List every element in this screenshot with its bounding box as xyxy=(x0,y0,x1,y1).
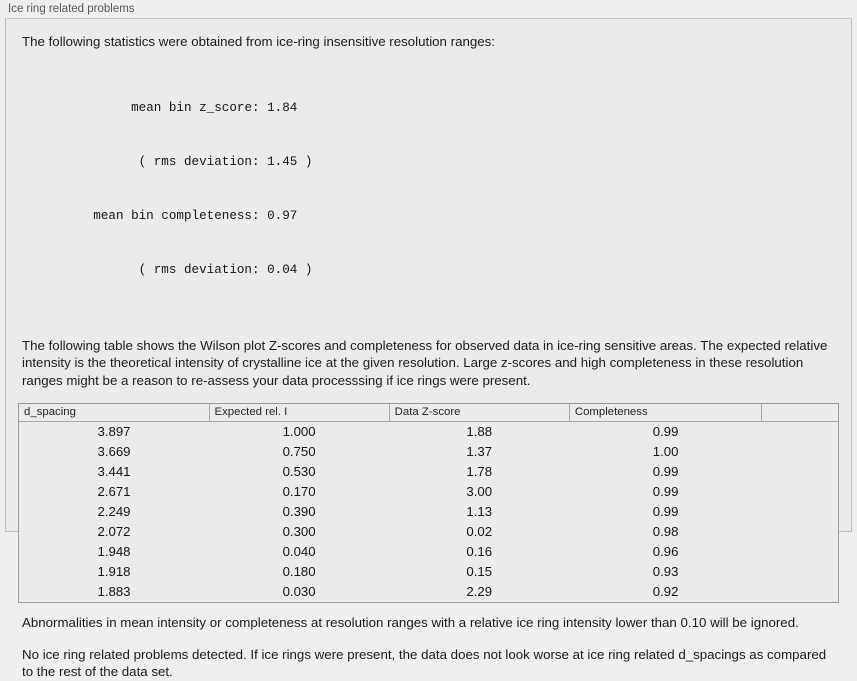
statistics-value: : 0.97 xyxy=(252,208,298,223)
cell-completeness: 0.92 xyxy=(569,582,761,602)
ignore-note: Abnormalities in mean intensity or completeness at resolution ranges with a relative ice ring intensity lower than 0.10 will be ignored. xyxy=(22,615,799,631)
cell-data-z-score: 3.00 xyxy=(389,482,569,502)
cell-expected-rel-i: 0.170 xyxy=(209,482,389,502)
column-header-completeness[interactable]: Completeness xyxy=(569,404,761,422)
cell-d-spacing: 2.671 xyxy=(19,482,209,502)
cell-d-spacing: 1.883 xyxy=(19,582,209,602)
table-row[interactable] xyxy=(19,502,838,522)
cell-completeness: 0.99 xyxy=(569,462,761,482)
cell-expected-rel-i: 0.390 xyxy=(209,502,389,522)
statistics-label: ( rms deviation xyxy=(138,262,252,277)
cell-completeness: 0.98 xyxy=(569,522,761,542)
table-row[interactable] xyxy=(19,522,838,542)
cell-data-z-score: 1.78 xyxy=(389,462,569,482)
table-row[interactable] xyxy=(19,422,838,443)
cell-data-z-score: 2.29 xyxy=(389,582,569,602)
cell-completeness: 1.00 xyxy=(569,442,761,462)
statistics-value: : 1.84 xyxy=(252,100,298,115)
cell-expected-rel-i: 0.300 xyxy=(209,522,389,542)
cell-completeness: 0.93 xyxy=(569,562,761,582)
window-title-bar xyxy=(0,0,857,18)
cell-expected-rel-i: 1.000 xyxy=(209,422,389,443)
ice-ring-table-container xyxy=(18,403,839,603)
cell-d-spacing: 2.072 xyxy=(19,522,209,542)
statistics-value: : 1.45 ) xyxy=(252,154,313,169)
cell-data-z-score: 0.15 xyxy=(389,562,569,582)
cell-completeness: 0.99 xyxy=(569,502,761,522)
cell-completeness: 0.96 xyxy=(569,542,761,562)
table-row[interactable] xyxy=(19,562,838,582)
cell-data-z-score: 1.37 xyxy=(389,442,569,462)
cell-data-z-score: 1.13 xyxy=(389,502,569,522)
cell-d-spacing: 3.441 xyxy=(19,462,209,482)
column-header-expected-rel-i[interactable]: Expected rel. I xyxy=(209,404,389,422)
statistics-value: : 0.04 ) xyxy=(252,262,313,277)
ice-ring-table xyxy=(19,404,838,602)
column-header-d-spacing[interactable]: d_spacing xyxy=(19,404,209,422)
table-row[interactable] xyxy=(19,482,838,502)
statistics-label: ( rms deviation xyxy=(138,154,252,169)
statistics-row xyxy=(52,207,839,225)
report-panel xyxy=(5,18,852,680)
table-row[interactable] xyxy=(19,442,838,462)
cell-d-spacing: 1.918 xyxy=(19,562,209,582)
cell-spare xyxy=(762,482,838,502)
intro-paragraph: The following statistics were obtained from ice-ring insensitive resolution ranges: xyxy=(22,34,496,49)
cell-data-z-score: 0.16 xyxy=(389,542,569,562)
cell-expected-rel-i: 0.180 xyxy=(209,562,389,582)
statistics-label: mean bin completeness xyxy=(93,208,252,223)
cell-d-spacing: 1.948 xyxy=(19,542,209,562)
cell-expected-rel-i: 0.530 xyxy=(209,462,389,482)
cell-spare xyxy=(762,502,838,522)
statistics-label: mean bin z_score xyxy=(131,100,252,115)
cell-spare xyxy=(762,462,838,482)
cell-spare xyxy=(762,582,838,602)
cell-spare xyxy=(762,542,838,562)
conclusion-note: No ice ring related problems detected. If ice rings were present, the data does not look worse at ice ring related d_spacings as compared to the rest of the data set. xyxy=(22,646,827,680)
cell-data-z-score: 1.88 xyxy=(389,422,569,443)
table-header-row xyxy=(19,404,838,422)
statistics-row xyxy=(52,99,839,117)
statistics-row xyxy=(52,153,839,171)
cell-completeness: 0.99 xyxy=(569,482,761,502)
cell-spare xyxy=(762,442,838,462)
description-paragraph: The following table shows the Wilson plot Z-scores and completeness for observed data in ice-ring sensitive areas. The expected relative intensity is the theoretical intensity of crystalline ice at the given resolution. Large z-scores and high completeness in these resolution ranges might be a reason to re-assess your data processsing if ice rings were present. xyxy=(22,337,828,388)
cell-spare xyxy=(762,522,838,542)
cell-d-spacing: 3.669 xyxy=(19,442,209,462)
statistics-row xyxy=(52,261,839,279)
cell-d-spacing: 3.897 xyxy=(19,422,209,443)
column-header-spare[interactable] xyxy=(762,404,838,422)
cell-expected-rel-i: 0.750 xyxy=(209,442,389,462)
table-row[interactable] xyxy=(19,462,838,482)
table-row[interactable] xyxy=(19,542,838,562)
statistics-block xyxy=(18,63,839,315)
table-body xyxy=(19,422,838,603)
column-header-data-z-score[interactable]: Data Z-score xyxy=(389,404,569,422)
page-title: Ice ring related problems xyxy=(8,3,135,15)
cell-data-z-score: 0.02 xyxy=(389,522,569,542)
cell-expected-rel-i: 0.040 xyxy=(209,542,389,562)
cell-expected-rel-i: 0.030 xyxy=(209,582,389,602)
cell-d-spacing: 2.249 xyxy=(19,502,209,522)
table-row[interactable] xyxy=(19,582,838,602)
cell-spare xyxy=(762,562,838,582)
cell-spare xyxy=(762,422,838,443)
cell-completeness: 0.99 xyxy=(569,422,761,443)
